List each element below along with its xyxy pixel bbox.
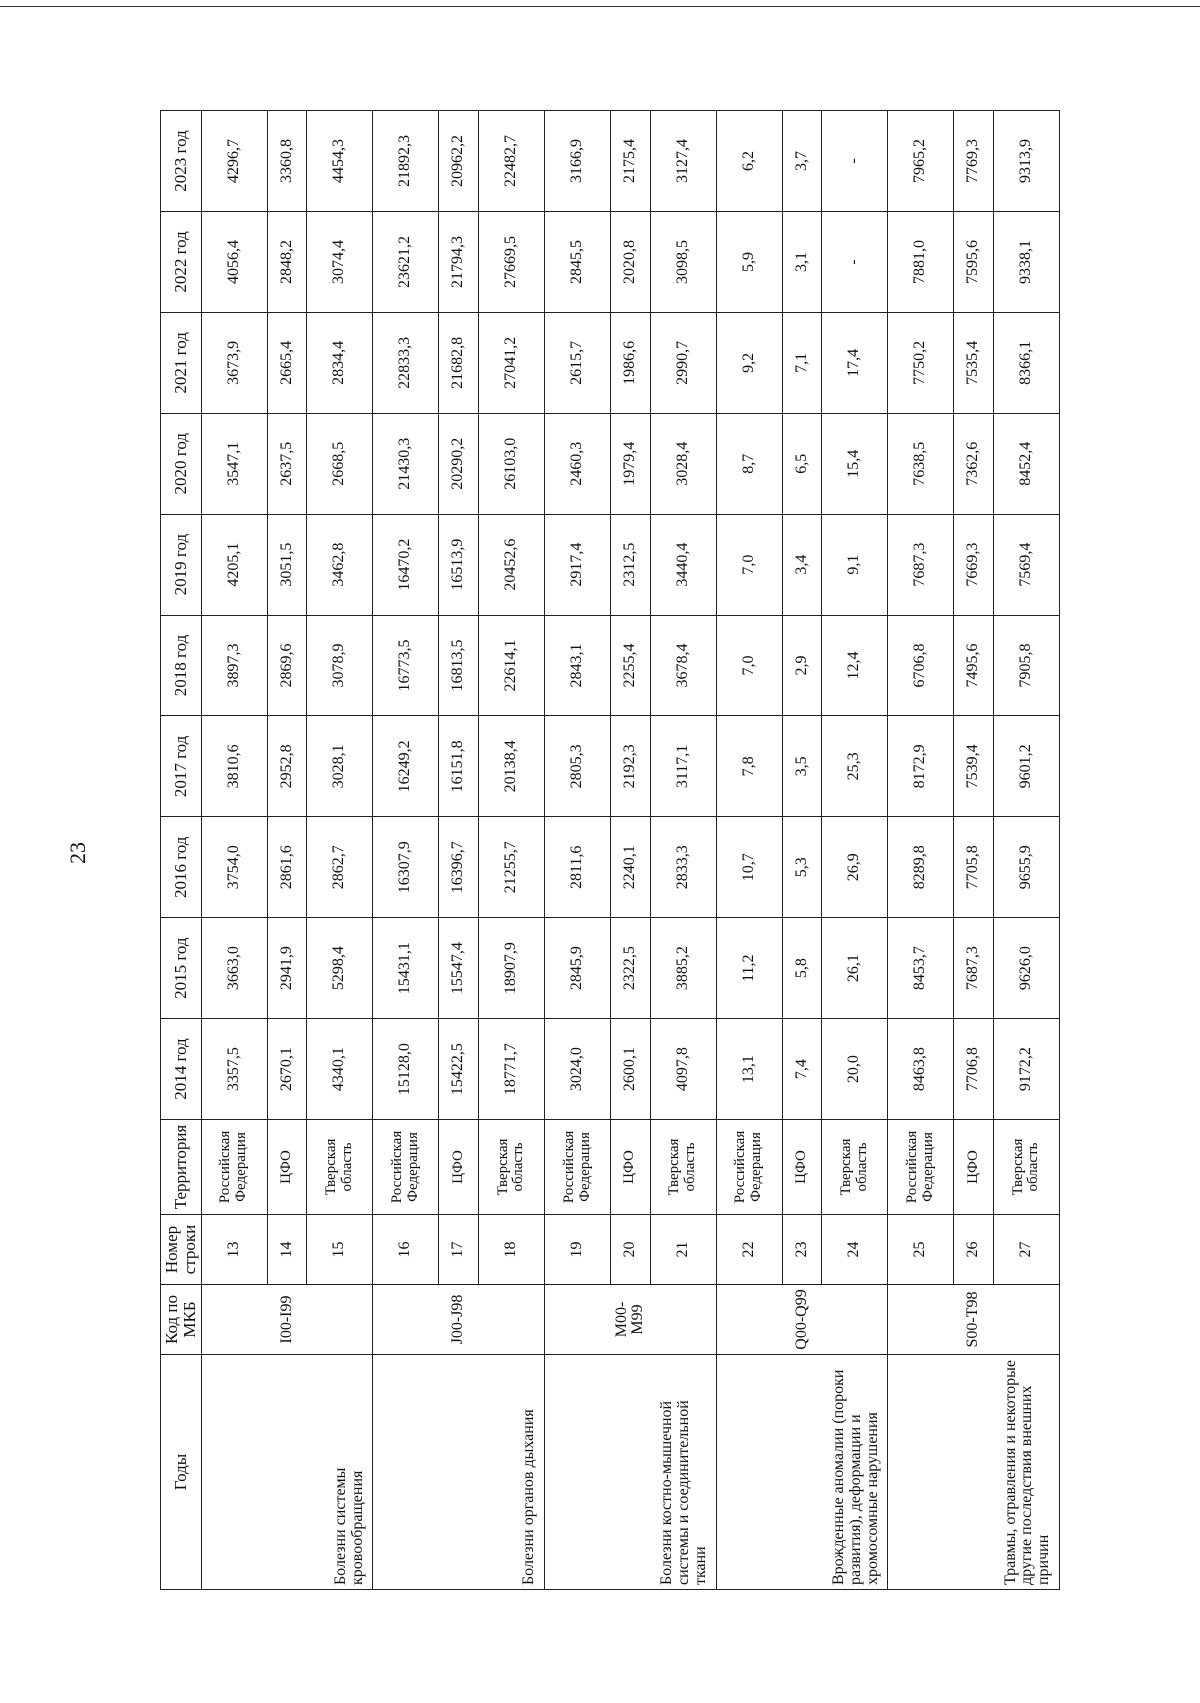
icd-code: I00-I99 bbox=[201, 1285, 373, 1355]
value-cell: 1979,4 bbox=[611, 413, 650, 514]
value-cell: 3547,1 bbox=[201, 413, 267, 514]
value-cell: 3074,4 bbox=[307, 211, 373, 312]
value-cell: 2848,2 bbox=[267, 211, 306, 312]
value-cell: 21682,8 bbox=[439, 312, 478, 413]
territory: Тверская область bbox=[478, 1120, 544, 1215]
morbidity-table bbox=[160, 110, 1060, 1590]
value-cell: 3117,1 bbox=[650, 716, 716, 817]
value-cell: 3754,0 bbox=[201, 817, 267, 918]
value-cell: 2833,3 bbox=[650, 817, 716, 918]
territory: ЦФО bbox=[611, 1120, 650, 1215]
column-header: 2018 год bbox=[161, 615, 202, 716]
value-cell: 3810,6 bbox=[201, 716, 267, 817]
value-cell: 3078,9 bbox=[307, 615, 373, 716]
value-cell: 3,4 bbox=[782, 514, 821, 615]
value-cell: 5,3 bbox=[782, 817, 821, 918]
value-cell: 5,9 bbox=[716, 211, 782, 312]
value-cell: 20962,2 bbox=[439, 111, 478, 212]
top-edge-line bbox=[0, 6, 1200, 7]
value-cell: 5,8 bbox=[782, 918, 821, 1019]
header-row bbox=[161, 111, 202, 1590]
value-cell: 9601,2 bbox=[993, 716, 1059, 817]
value-cell: 12,4 bbox=[822, 615, 888, 716]
value-cell: 9,1 bbox=[822, 514, 888, 615]
value-cell: 3098,5 bbox=[650, 211, 716, 312]
value-cell: 22614,1 bbox=[478, 615, 544, 716]
disease-group-name: Болезни органов дыхания bbox=[373, 1355, 545, 1590]
rotated-table-container bbox=[160, 110, 1060, 1590]
value-cell: 21794,3 bbox=[439, 211, 478, 312]
value-cell: - bbox=[822, 111, 888, 212]
icd-code: S00-T98 bbox=[888, 1285, 1060, 1355]
territory: ЦФО bbox=[782, 1120, 821, 1215]
table-row bbox=[716, 111, 782, 1590]
value-cell: 8366,1 bbox=[993, 312, 1059, 413]
value-cell: 7687,3 bbox=[954, 918, 993, 1019]
column-header: Годы bbox=[161, 1355, 202, 1590]
value-cell: 3885,2 bbox=[650, 918, 716, 1019]
column-header: 2016 год bbox=[161, 817, 202, 918]
value-cell: 7881,0 bbox=[888, 211, 954, 312]
value-cell: 7638,5 bbox=[888, 413, 954, 514]
value-cell: 2,9 bbox=[782, 615, 821, 716]
value-cell: 4340,1 bbox=[307, 1019, 373, 1120]
column-header: 2014 год bbox=[161, 1019, 202, 1120]
value-cell: 7705,8 bbox=[954, 817, 993, 918]
territory: ЦФО bbox=[439, 1120, 478, 1215]
value-cell: 21255,7 bbox=[478, 817, 544, 918]
territory: Тверская область bbox=[822, 1120, 888, 1215]
value-cell: 20452,6 bbox=[478, 514, 544, 615]
value-cell: 2941,9 bbox=[267, 918, 306, 1019]
value-cell: 6,2 bbox=[716, 111, 782, 212]
territory: Российская Федерация bbox=[201, 1120, 267, 1215]
column-header: 2022 год bbox=[161, 211, 202, 312]
page-number: 23 bbox=[65, 842, 90, 864]
value-cell: 15431,1 bbox=[373, 918, 439, 1019]
value-cell: 7706,8 bbox=[954, 1019, 993, 1120]
value-cell: 7495,6 bbox=[954, 615, 993, 716]
row-number: 24 bbox=[822, 1215, 888, 1285]
value-cell: 4454,3 bbox=[307, 111, 373, 212]
value-cell: 16307,9 bbox=[373, 817, 439, 918]
value-cell: 15422,5 bbox=[439, 1019, 478, 1120]
territory: Российская Федерация bbox=[373, 1120, 439, 1215]
row-number: 18 bbox=[478, 1215, 544, 1285]
value-cell: 8,7 bbox=[716, 413, 782, 514]
value-cell: 4205,1 bbox=[201, 514, 267, 615]
value-cell: 2845,9 bbox=[545, 918, 611, 1019]
value-cell: 18771,7 bbox=[478, 1019, 544, 1120]
column-header: 2015 год bbox=[161, 918, 202, 1019]
value-cell: 2665,4 bbox=[267, 312, 306, 413]
table-row bbox=[545, 111, 611, 1590]
value-cell: 16813,5 bbox=[439, 615, 478, 716]
value-cell: 2917,4 bbox=[545, 514, 611, 615]
value-cell: 2811,6 bbox=[545, 817, 611, 918]
value-cell: 2990,7 bbox=[650, 312, 716, 413]
value-cell: 21430,3 bbox=[373, 413, 439, 514]
value-cell: 7,0 bbox=[716, 514, 782, 615]
table-row bbox=[201, 111, 267, 1590]
value-cell: 2869,6 bbox=[267, 615, 306, 716]
value-cell: 7905,8 bbox=[993, 615, 1059, 716]
value-cell: 3,7 bbox=[782, 111, 821, 212]
value-cell: 2460,3 bbox=[545, 413, 611, 514]
value-cell: 2312,5 bbox=[611, 514, 650, 615]
value-cell: 11,2 bbox=[716, 918, 782, 1019]
value-cell: 13,1 bbox=[716, 1019, 782, 1120]
value-cell: 2175,4 bbox=[611, 111, 650, 212]
row-number: 19 bbox=[545, 1215, 611, 1285]
value-cell: 20,0 bbox=[822, 1019, 888, 1120]
column-header: Номер строки bbox=[161, 1215, 202, 1285]
column-header: 2021 год bbox=[161, 312, 202, 413]
value-cell: 3360,8 bbox=[267, 111, 306, 212]
value-cell: 7769,3 bbox=[954, 111, 993, 212]
value-cell: 27669,5 bbox=[478, 211, 544, 312]
value-cell: 3166,9 bbox=[545, 111, 611, 212]
value-cell: 7687,3 bbox=[888, 514, 954, 615]
value-cell: 9626,0 bbox=[993, 918, 1059, 1019]
value-cell: 15547,4 bbox=[439, 918, 478, 1019]
value-cell: 20290,2 bbox=[439, 413, 478, 514]
value-cell: 7,0 bbox=[716, 615, 782, 716]
value-cell: 7,1 bbox=[782, 312, 821, 413]
territory: Российская Федерация bbox=[888, 1120, 954, 1215]
value-cell: 9172,2 bbox=[993, 1019, 1059, 1120]
value-cell: 7965,2 bbox=[888, 111, 954, 212]
column-header: Территория bbox=[161, 1120, 202, 1215]
value-cell: 3440,4 bbox=[650, 514, 716, 615]
territory: Российская Федерация bbox=[545, 1120, 611, 1215]
value-cell: 6706,8 bbox=[888, 615, 954, 716]
value-cell: 3357,5 bbox=[201, 1019, 267, 1120]
value-cell: 26,1 bbox=[822, 918, 888, 1019]
column-header: 2023 год bbox=[161, 111, 202, 212]
value-cell: 2615,7 bbox=[545, 312, 611, 413]
value-cell: 2192,3 bbox=[611, 716, 650, 817]
value-cell: 16151,8 bbox=[439, 716, 478, 817]
value-cell: 25,3 bbox=[822, 716, 888, 817]
value-cell: 1986,6 bbox=[611, 312, 650, 413]
icd-code: M00-M99 bbox=[545, 1285, 717, 1355]
row-number: 27 bbox=[993, 1215, 1059, 1285]
row-number: 17 bbox=[439, 1215, 478, 1285]
value-cell: 7669,3 bbox=[954, 514, 993, 615]
value-cell: 9313,9 bbox=[993, 111, 1059, 212]
value-cell: 16396,7 bbox=[439, 817, 478, 918]
value-cell: 2240,1 bbox=[611, 817, 650, 918]
value-cell: 7750,2 bbox=[888, 312, 954, 413]
value-cell: 16513,9 bbox=[439, 514, 478, 615]
value-cell: 3024,0 bbox=[545, 1019, 611, 1120]
value-cell: 3663,0 bbox=[201, 918, 267, 1019]
value-cell: 18907,9 bbox=[478, 918, 544, 1019]
value-cell: 7,4 bbox=[782, 1019, 821, 1120]
territory: Тверская область bbox=[307, 1120, 373, 1215]
value-cell: 7569,4 bbox=[993, 514, 1059, 615]
value-cell: 2322,5 bbox=[611, 918, 650, 1019]
territory: ЦФО bbox=[954, 1120, 993, 1215]
row-number: 16 bbox=[373, 1215, 439, 1285]
value-cell: 16773,5 bbox=[373, 615, 439, 716]
value-cell: 10,7 bbox=[716, 817, 782, 918]
value-cell: 8463,8 bbox=[888, 1019, 954, 1120]
table-row bbox=[373, 111, 439, 1590]
value-cell: 2861,6 bbox=[267, 817, 306, 918]
value-cell: 9655,9 bbox=[993, 817, 1059, 918]
value-cell: 3,1 bbox=[782, 211, 821, 312]
disease-group-name: Врожденные аномалии (пороки развития), деформации и хромосомные нарушения bbox=[716, 1355, 888, 1590]
table-row bbox=[888, 111, 954, 1590]
value-cell: 2020,8 bbox=[611, 211, 650, 312]
row-number: 14 bbox=[267, 1215, 306, 1285]
value-cell: 15,4 bbox=[822, 413, 888, 514]
value-cell: 5298,4 bbox=[307, 918, 373, 1019]
icd-code: J00-J98 bbox=[373, 1285, 545, 1355]
territory: ЦФО bbox=[267, 1120, 306, 1215]
value-cell: 9338,1 bbox=[993, 211, 1059, 312]
row-number: 21 bbox=[650, 1215, 716, 1285]
column-header: 2020 год bbox=[161, 413, 202, 514]
value-cell: 26,9 bbox=[822, 817, 888, 918]
value-cell: 17,4 bbox=[822, 312, 888, 413]
value-cell: 7,8 bbox=[716, 716, 782, 817]
value-cell: 7539,4 bbox=[954, 716, 993, 817]
value-cell: 8172,9 bbox=[888, 716, 954, 817]
value-cell: 4056,4 bbox=[201, 211, 267, 312]
value-cell: 7595,6 bbox=[954, 211, 993, 312]
disease-group-name: Болезни системы кровообращения bbox=[201, 1355, 373, 1590]
value-cell: 8289,8 bbox=[888, 817, 954, 918]
value-cell: 21892,3 bbox=[373, 111, 439, 212]
value-cell: 3678,4 bbox=[650, 615, 716, 716]
territory: Тверская область bbox=[650, 1120, 716, 1215]
value-cell: 2952,8 bbox=[267, 716, 306, 817]
disease-group-name: Болезни костно-мышечной системы и соединительной ткани bbox=[545, 1355, 717, 1590]
row-number: 15 bbox=[307, 1215, 373, 1285]
value-cell: 3028,4 bbox=[650, 413, 716, 514]
column-header: 2019 год bbox=[161, 514, 202, 615]
value-cell: 3051,5 bbox=[267, 514, 306, 615]
value-cell: 7362,6 bbox=[954, 413, 993, 514]
territory: Российская Федерация bbox=[716, 1120, 782, 1215]
value-cell: 23621,2 bbox=[373, 211, 439, 312]
value-cell: 9,2 bbox=[716, 312, 782, 413]
value-cell: 2805,3 bbox=[545, 716, 611, 817]
value-cell: 16249,2 bbox=[373, 716, 439, 817]
value-cell: 20138,4 bbox=[478, 716, 544, 817]
row-number: 22 bbox=[716, 1215, 782, 1285]
value-cell: 3897,3 bbox=[201, 615, 267, 716]
value-cell: 2843,1 bbox=[545, 615, 611, 716]
column-header: 2017 год bbox=[161, 716, 202, 817]
value-cell: 2834,4 bbox=[307, 312, 373, 413]
value-cell: 8452,4 bbox=[993, 413, 1059, 514]
icd-code: Q00-Q99 bbox=[716, 1285, 888, 1355]
value-cell: 2600,1 bbox=[611, 1019, 650, 1120]
row-number: 13 bbox=[201, 1215, 267, 1285]
value-cell: 4296,7 bbox=[201, 111, 267, 212]
value-cell: 6,5 bbox=[782, 413, 821, 514]
value-cell: 26103,0 bbox=[478, 413, 544, 514]
value-cell: 27041,2 bbox=[478, 312, 544, 413]
value-cell: 3028,1 bbox=[307, 716, 373, 817]
value-cell: 2670,1 bbox=[267, 1019, 306, 1120]
value-cell: 15128,0 bbox=[373, 1019, 439, 1120]
row-number: 20 bbox=[611, 1215, 650, 1285]
value-cell: 3,5 bbox=[782, 716, 821, 817]
value-cell: 2255,4 bbox=[611, 615, 650, 716]
value-cell: 2845,5 bbox=[545, 211, 611, 312]
territory: Тверская область bbox=[993, 1120, 1059, 1215]
value-cell: 16470,2 bbox=[373, 514, 439, 615]
value-cell: 22833,3 bbox=[373, 312, 439, 413]
row-number: 23 bbox=[782, 1215, 821, 1285]
value-cell: 4097,8 bbox=[650, 1019, 716, 1120]
column-header: Код по МКБ bbox=[161, 1285, 202, 1355]
row-number: 26 bbox=[954, 1215, 993, 1285]
value-cell: 7535,4 bbox=[954, 312, 993, 413]
value-cell: 3673,9 bbox=[201, 312, 267, 413]
value-cell: 3462,8 bbox=[307, 514, 373, 615]
value-cell: - bbox=[822, 211, 888, 312]
disease-group-name: Травмы, отравления и некоторые другие последствия внешних причин bbox=[888, 1355, 1060, 1590]
value-cell: 22482,7 bbox=[478, 111, 544, 212]
row-number: 25 bbox=[888, 1215, 954, 1285]
value-cell: 2668,5 bbox=[307, 413, 373, 514]
value-cell: 2862,7 bbox=[307, 817, 373, 918]
value-cell: 3127,4 bbox=[650, 111, 716, 212]
value-cell: 2637,5 bbox=[267, 413, 306, 514]
value-cell: 8453,7 bbox=[888, 918, 954, 1019]
